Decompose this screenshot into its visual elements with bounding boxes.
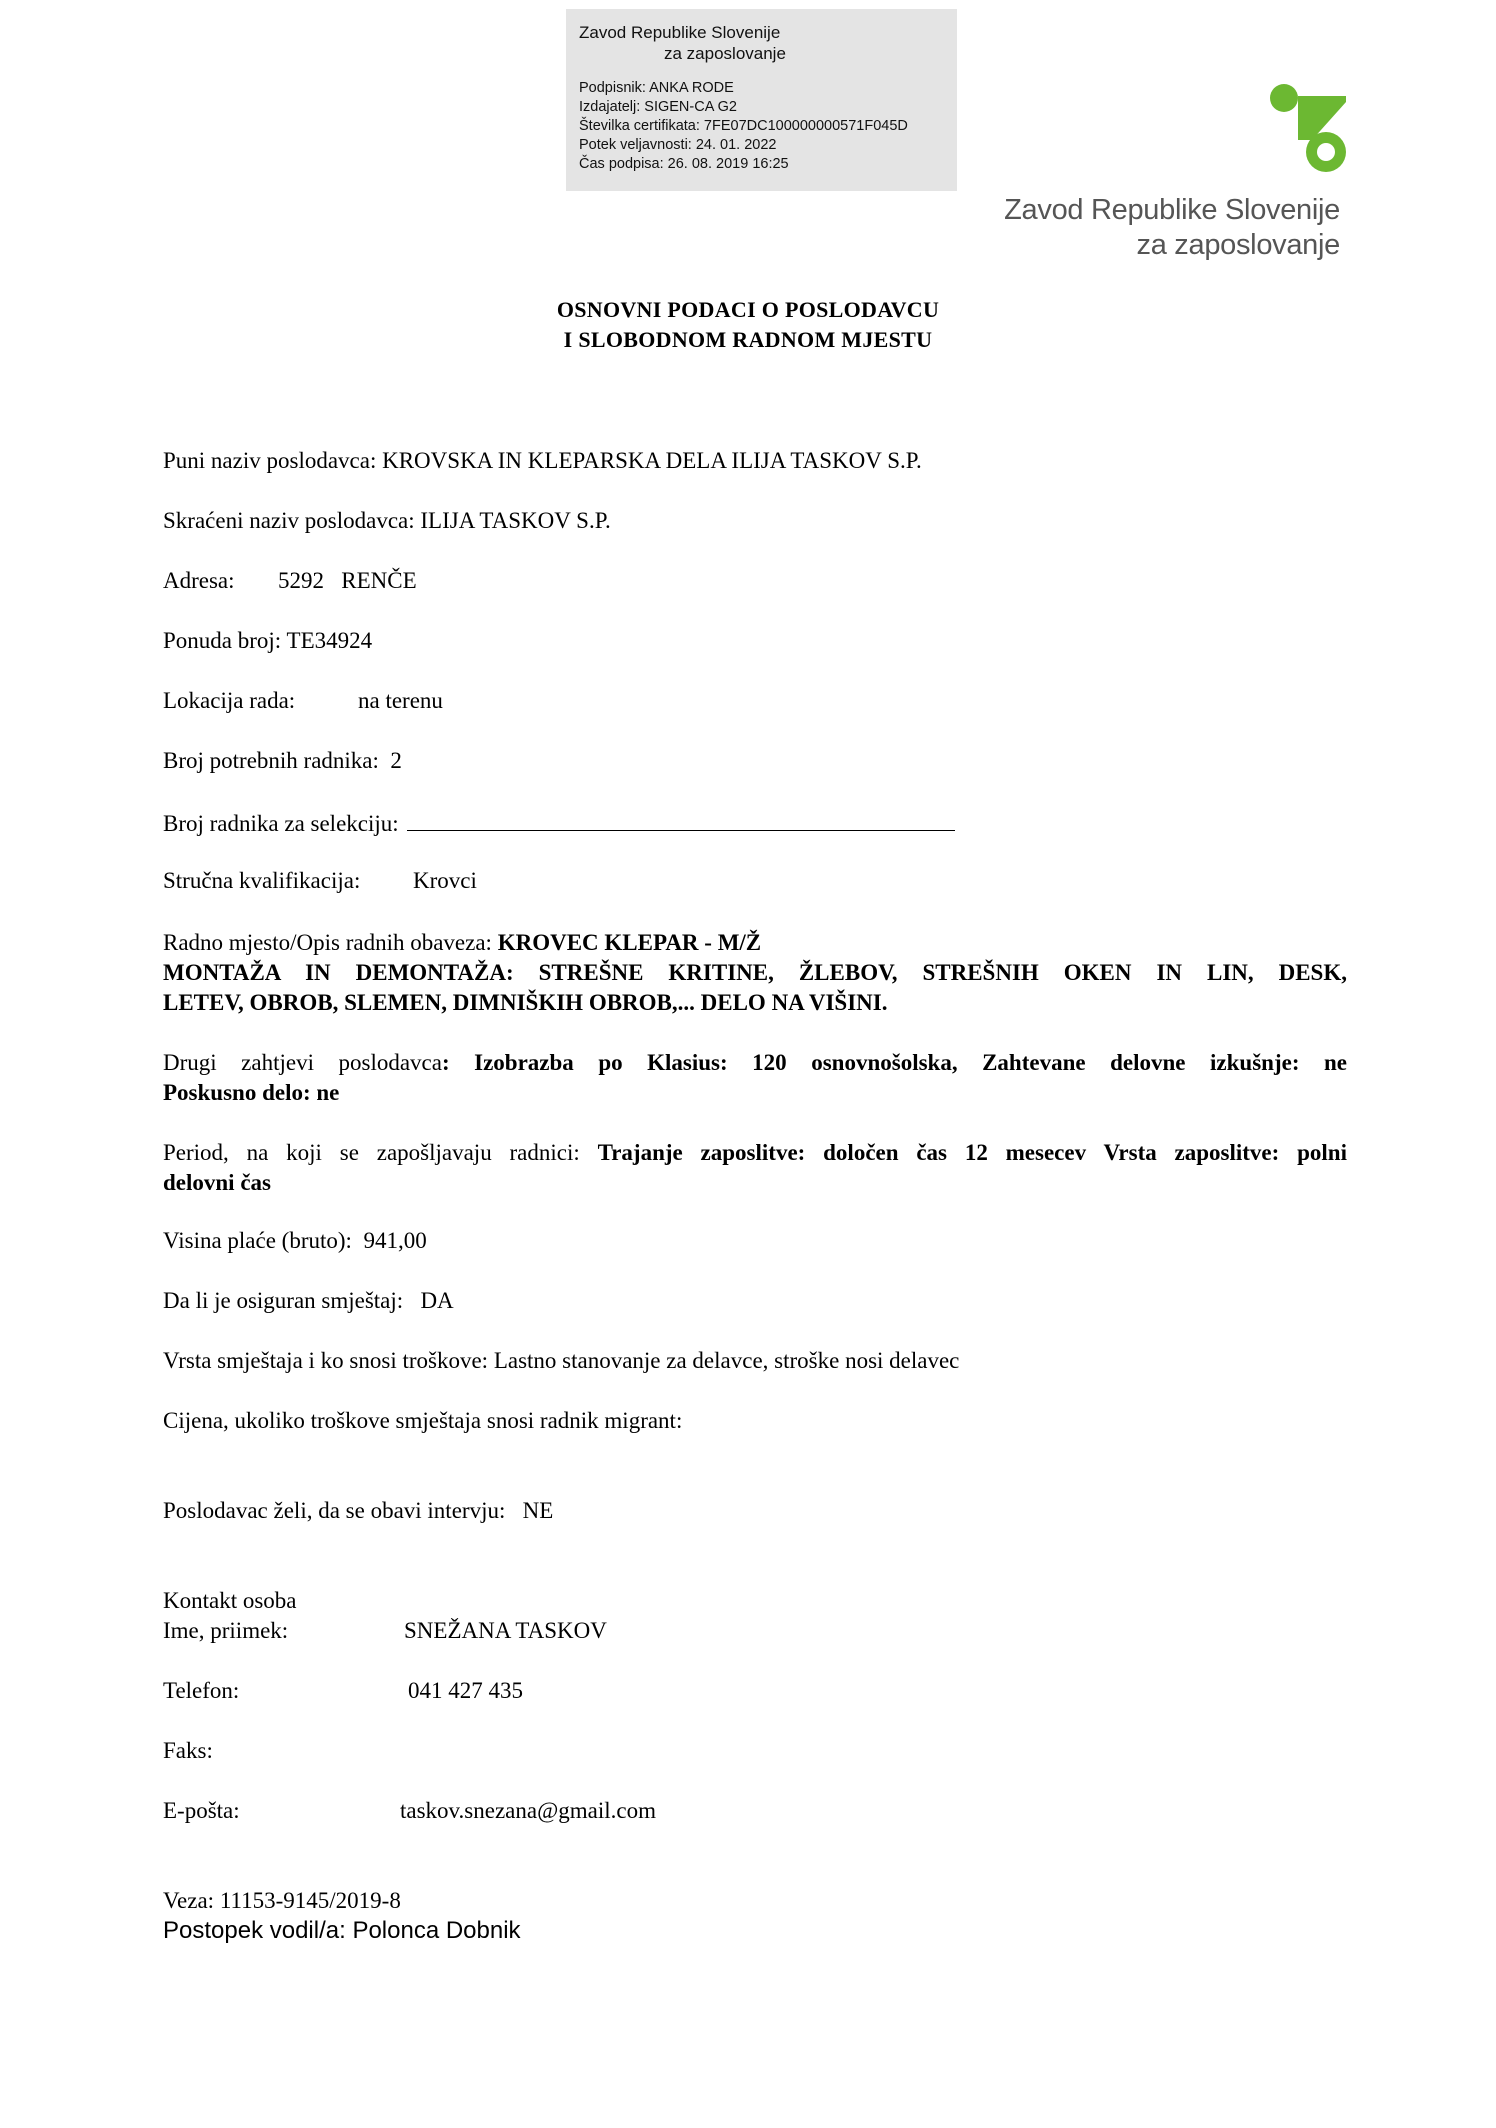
salary-row bbox=[163, 1228, 427, 1254]
period-label: Period, na koji se zapošljavaju radnici: bbox=[163, 1140, 598, 1165]
workers-needed-row bbox=[163, 748, 402, 774]
period-text1: Trajanje zaposlitve: določen čas 12 mesecev Vrsta zaposlitve: polni bbox=[597, 1140, 1347, 1165]
address-value: 5292 RENČE bbox=[278, 568, 417, 593]
contact-phone-row bbox=[163, 1678, 523, 1704]
contact-heading: Kontakt osoba bbox=[163, 1588, 297, 1613]
document-title-line1: OSNOVNI PODACI O POSLODAVCU bbox=[556, 297, 940, 322]
period-text2: delovni čas bbox=[163, 1170, 271, 1195]
offer-row bbox=[163, 628, 372, 654]
housing-value: DA bbox=[420, 1288, 454, 1313]
signature-org-line2: za zaposlovanje bbox=[664, 44, 786, 63]
housing-row bbox=[163, 1288, 454, 1314]
other-req-line1 bbox=[163, 1048, 1347, 1078]
contact-email-label: E-pošta: bbox=[163, 1798, 240, 1823]
housing-type-label: Vrsta smještaja i ko snosi troškove: bbox=[163, 1348, 494, 1373]
job-title-line bbox=[163, 928, 1347, 958]
full-name-value: KROVSKA IN KLEPARSKA DELA ILIJA TASKOV S.P. bbox=[382, 448, 922, 473]
qualification-label: Stručna kvalifikacija: bbox=[163, 868, 361, 893]
qualification-value: Krovci bbox=[413, 868, 477, 893]
workers-needed-label: Broj potrebnih radnika: bbox=[163, 748, 391, 773]
signature-org-line1: Zavod Republike Slovenije bbox=[579, 23, 781, 42]
address-row bbox=[163, 568, 417, 594]
signature-valid-until: Potek veljavnosti: 24. 01. 2022 bbox=[579, 137, 777, 153]
zrss-logo-icon bbox=[1268, 82, 1348, 174]
job-desc-line1 bbox=[163, 958, 1347, 988]
job-title: KROVEC KLEPAR - M/Ž bbox=[497, 930, 762, 955]
digital-signature-box bbox=[566, 9, 957, 191]
housing-label: Da li je osiguran smještaj: bbox=[163, 1288, 421, 1313]
other-req-text2: Poskusno delo: ne bbox=[163, 1080, 340, 1105]
contact-email-row bbox=[163, 1798, 656, 1824]
location-value: na terenu bbox=[358, 688, 443, 713]
logo-text-line1: Zavod Republike Slovenije bbox=[1004, 194, 1340, 226]
short-name-label: Skraćeni naziv poslodavca: bbox=[163, 508, 421, 533]
price-label: Cijena, ukoliko troškove smještaja snosi radnik migrant: bbox=[163, 1408, 683, 1433]
interview-value: NE bbox=[522, 1498, 554, 1523]
salary-label: Visina plaće (bruto): bbox=[163, 1228, 364, 1253]
signature-details bbox=[579, 79, 908, 174]
job-desc-line2 bbox=[163, 988, 1347, 1018]
contact-phone-value: 041 427 435 bbox=[408, 1678, 523, 1703]
offer-value: TE34924 bbox=[286, 628, 373, 653]
location-row bbox=[163, 688, 443, 714]
other-req-line2 bbox=[163, 1078, 1347, 1108]
selection-blank-line bbox=[407, 808, 955, 831]
other-req-text1: : Izobrazba po Klasius: 120 osnovnošolska, Zahtevane delovne izkušnje: ne bbox=[441, 1050, 1348, 1075]
selection-row bbox=[163, 808, 955, 837]
price-row bbox=[163, 1408, 682, 1434]
signature-signed-at: Čas podpisa: 26. 08. 2019 16:25 bbox=[579, 156, 789, 172]
logo-text-line2: za zaposlovanje bbox=[1136, 229, 1340, 261]
salary-value: 941,00 bbox=[363, 1228, 427, 1253]
selection-label: Broj radnika za selekciju: bbox=[163, 811, 399, 836]
workers-needed-value: 2 bbox=[390, 748, 402, 773]
period-line2 bbox=[163, 1168, 1347, 1198]
housing-type-row bbox=[163, 1348, 959, 1374]
contact-name-row bbox=[163, 1618, 607, 1644]
signature-issuer: Izdajatelj: SIGEN-CA G2 bbox=[579, 99, 737, 115]
offer-label: Ponuda broj: bbox=[163, 628, 287, 653]
short-name-row bbox=[163, 508, 611, 534]
job-description-block bbox=[163, 928, 1347, 1018]
period-line1 bbox=[163, 1138, 1347, 1168]
job-label: Radno mjesto/Opis radnih obaveza: bbox=[163, 930, 498, 955]
interview-row bbox=[163, 1498, 553, 1524]
job-desc-text2: LETEV, OBROB, SLEMEN, DIMNIŠKIH OBROB,... DELO NA VIŠINI. bbox=[163, 990, 888, 1015]
period-block bbox=[163, 1138, 1347, 1198]
full-name-row bbox=[163, 448, 922, 474]
address-label: Adresa: bbox=[163, 568, 235, 593]
contact-email-value: taskov.snezana@gmail.com bbox=[400, 1798, 656, 1823]
interview-label: Poslodavac želi, da se obavi intervju: bbox=[163, 1498, 523, 1523]
short-name-value: ILIJA TASKOV S.P. bbox=[420, 508, 611, 533]
handled-by: Postopek vodil/a: Polonca Dobnik bbox=[163, 1917, 521, 1944]
housing-type-value: Lastno stanovanje za delavce, stroške nosi delavec bbox=[493, 1348, 960, 1373]
contact-name-value: SNEŽANA TASKOV bbox=[404, 1618, 607, 1643]
qualification-row bbox=[163, 868, 477, 894]
document-title-line2: I SLOBODNOM RADNOM MJESTU bbox=[563, 327, 933, 352]
signature-cert-number: Številka certifikata: 7FE07DC100000000571F045D bbox=[579, 118, 908, 134]
job-desc-text1: MONTAŽA IN DEMONTAŽA: STREŠNE KRITINE, ŽLEBOV, STREŠNIH OKEN IN LIN, DESK, bbox=[163, 960, 1347, 985]
other-req-label: Drugi zahtjevi poslodavca bbox=[163, 1050, 442, 1075]
full-name-label: Puni naziv poslodavca: bbox=[163, 448, 383, 473]
contact-name-label: Ime, priimek: bbox=[163, 1618, 289, 1643]
location-label: Lokacija rada: bbox=[163, 688, 296, 713]
contact-fax-row bbox=[163, 1738, 213, 1764]
contact-fax-label: Faks: bbox=[163, 1738, 213, 1763]
other-requirements-block bbox=[163, 1048, 1347, 1108]
reference-number: Veza: 11153-9145/2019-8 bbox=[163, 1888, 401, 1913]
signature-signer: Podpisnik: ANKA RODE bbox=[579, 80, 734, 96]
contact-phone-label: Telefon: bbox=[163, 1678, 240, 1703]
